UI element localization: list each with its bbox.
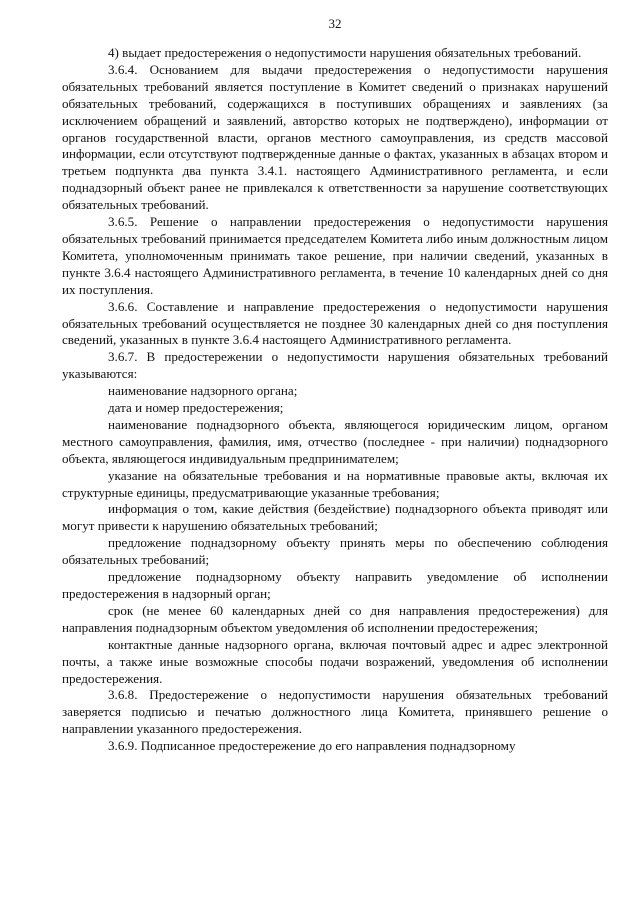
list-item-compliance-proposal: предложение поднадзорному объекту принять меры по обеспечению соблюдения обязательных требований; bbox=[62, 535, 608, 568]
paragraph-3-6-7: 3.6.7. В предостережении о недопустимости нарушения обязательных требований указываются: bbox=[62, 349, 608, 382]
paragraph-3-6-4: 3.6.4. Основанием для выдачи предостережения о недопустимости нарушения обязательных требований является поступление в Комитет сведений о признаках нарушений обязательных требований, содержащихся в поступивших обращениях и заявлениях (за исключением обращений и заявлений, авторство которых не подтверждено), информации от органов государственной власти, органов местного самоуправления, из средств массовой информации, если отсутствуют подтвержденные данные о фактах, указанных в абзацах втором и третьем подпункта два пункта 3.4.1. настоящего Административного регламента, и если поднадзорный объект ранее не привлекался к ответственности за нарушение соответствующих обязательных требований. bbox=[62, 61, 608, 213]
list-item-date-number: дата и номер предостережения; bbox=[108, 400, 284, 416]
paragraph-3-6-6: 3.6.6. Составление и направление предостережения о недопустимости нарушения обязательных требований осуществляется не позднее 30 календарных дней со дня поступления сведений, указанных в пункте 3.6.4 настоящего Административного регламента. bbox=[62, 298, 608, 348]
paragraph-3-6-9: 3.6.9. Подписанное предостережение до его направления поднадзорному bbox=[108, 738, 516, 754]
paragraph-3-6-8: 3.6.8. Предостережение о недопустимости нарушения обязательных требований заверяется подписью и печатью должностного лица Комитета, принявшего решение о направлении указанного предостережения. bbox=[62, 687, 608, 737]
list-item-requirements: указание на обязательные требования и на нормативные правовые акты, включая их структурные единицы, предусматривающие указанные требования; bbox=[62, 467, 608, 500]
list-item-object-name: наименование поднадзорного объекта, являющегося юридическим лицом, органом местного самоуправления, фамилия, имя, отчество (последнее - при наличии) поднадзорного объекта, являющегося индивидуальным предпринимателем; bbox=[62, 416, 608, 466]
document-body bbox=[62, 45, 608, 755]
page-number: 32 bbox=[328, 16, 342, 31]
paragraph-4-warnings: 4) выдает предостережения о недопустимости нарушения обязательных требований. bbox=[108, 45, 582, 60]
list-item-contacts: контактные данные надзорного органа, включая почтовый адрес и адрес электронной почты, а также иные возможные способы подачи возражений, уведомления об исполнении предостережения. bbox=[62, 636, 608, 686]
list-item-actions-info: информация о том, какие действия (бездействие) поднадзорного объекта приводят или могут привести к нарушению обязательных требований; bbox=[62, 501, 608, 534]
list-item-notification-proposal: предложение поднадзорному объекту направить уведомление об исполнении предостережения в надзорный орган; bbox=[62, 569, 608, 601]
paragraph-3-6-5: 3.6.5. Решение о направлении предостережения о недопустимости нарушения обязательных требований принимается председателем Комитета либо иным должностным лицом Комитета, уполномоченным принимать такое решение, при наличии сведений, указанных в пункте 3.6.4 настоящего Административного регламента, в течение 10 календарных дней со дня их поступления. bbox=[62, 214, 608, 297]
list-item-authority-name: наименование надзорного органа; bbox=[108, 383, 298, 399]
list-item-deadline: срок (не менее 60 календарных дней со дня направления предостережения) для направления поднадзорным объектом уведомления об исполнении предостережения; bbox=[62, 602, 608, 635]
